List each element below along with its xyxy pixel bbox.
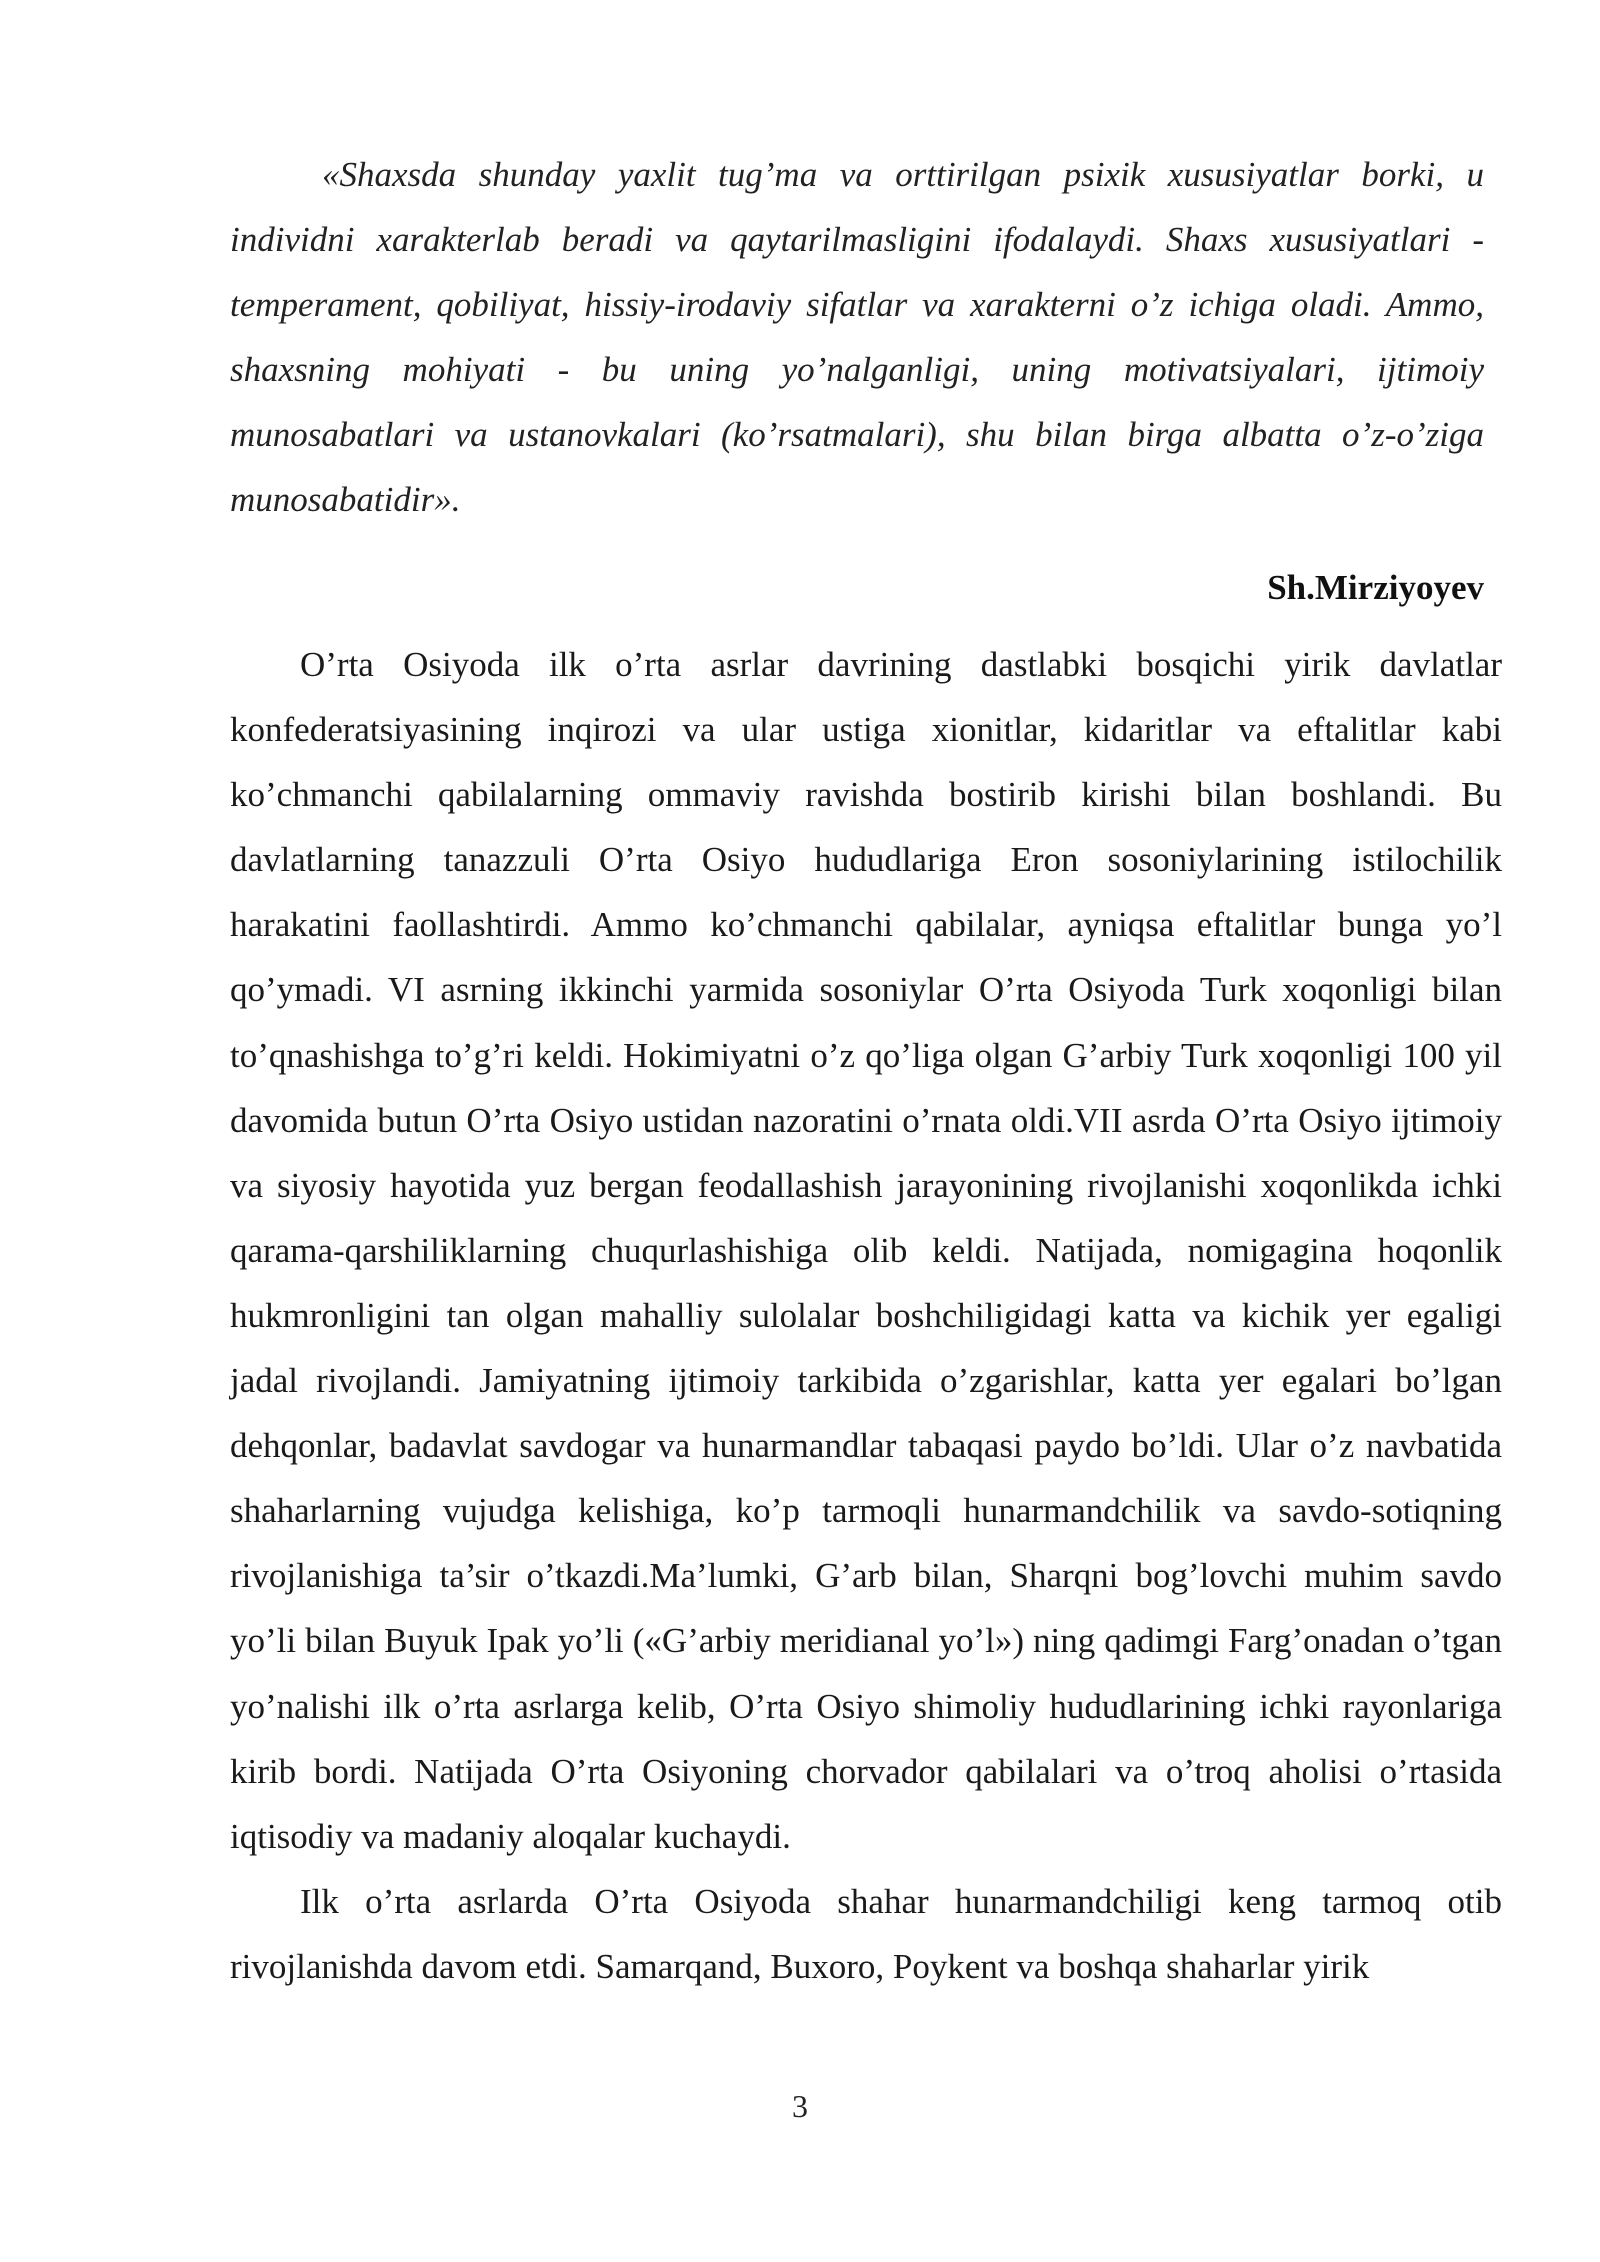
epigraph-author: Sh.Mirziyoyev bbox=[1267, 568, 1484, 607]
document-page bbox=[230, 142, 1502, 1999]
body-paragraph: O’rta Osiyoda ilk o’rta asrlar davrining dastlabki bosqichi yirik davlatlar konfederatsiyasining inqirozi va ular ustiga xionitlar, kidaritlar va eftalitlar kabi ko’chmanchi qabilalarning ommaviy ravishda bostirib kirishi bilan boshlandi. Bu davlatlarning tanazzuli O’rta Osiyo hududlariga Eron sosoniylarining istilochilik harakatini faollashtirdi. Ammo ko’chmanchi qabilalar, ayniqsa eftalitlar bunga yo’l qo’ymadi. VI asrning ikkinchi yarmida sosoniylar O’rta Osiyoda Turk xoqonligi bilan to’qnashishga to’g’ri keldi. Hokimiyatni o’z qo’liga olgan G’arbiy Turk xoqonligi 100 yil davomida butun O’rta Osiyo ustidan nazoratini o’rnata oldi.VII asrda O’rta Osiyo ijtimoiy va siyosiy hayotida yuz bergan feodallashish jarayonining rivojlanishi xoqonlikda ichki qarama-qarshiliklarning chuqurlashishiga olib keldi. Natijada, nomigagina hoqonlik hukmronligini tan olgan mahalliy sulolalar boshchiligidagi katta va kichik yer egaligi jadal rivojlandi. Jamiyatning ijtimoiy tarkibida o’zgarishlar, katta yer egalari bo’lgan dehqonlar, badavlat savdogar va hunarmandlar tabaqasi paydo bo’ldi. Ular o’z navbatida shaharlarning vujudga kelishiga, ko’p tarmoqli hunarmandchilik va savdo-sotiqning rivojlanishiga ta’sir o’tkazdi.Ma’lumki, G’arb bilan, Sharqni bog’lovchi muhim savdo yo’li bilan Buyuk Ipak yo’li («G’arbiy meridianal yo’l») ning qadimgi Farg’onadan o’tgan yo’nalishi ilk o’rta asrlarga kelib, O’rta Osiyo shimoliy hududlarining ichki rayonlariga kirib bordi. Natijada O’rta Osiyoning chorvador qabilalari va o’troq aholisi o’rtasida iqtisodiy va madaniy aloqalar kuchaydi. bbox=[230, 645, 1502, 1856]
body-paragraph: Ilk o’rta asrlarda O’rta Osiyoda shahar hunarmandchiligi keng tarmoq otib rivojlanishda davom etdi. Samarqand, Buxoro, Poykent va boshqa shaharlar yirik bbox=[230, 1881, 1502, 1986]
page-number: 3 bbox=[792, 2088, 808, 2124]
epigraph-quote: «Shaxsda shunday yaxlit tug’ma va orttirilgan psixik xususiyatlar borki, u individni xarakterlab beradi va qaytarilmasligini ifodalaydi. Shaxs xususiyatlari - temperament, qobiliyat, hissiy-irodaviy sifatlar va xarakterni o’z ichiga oladi. Ammo, shaxsning mohiyati - bu uning yo’nalganligi, uning motivatsiyalari, ijtimoiy munosabatlari va ustanovkalari (ko’rsatmalari), shu bilan birga albatta o’z-o’ziga munosabatidir». bbox=[230, 155, 1484, 519]
